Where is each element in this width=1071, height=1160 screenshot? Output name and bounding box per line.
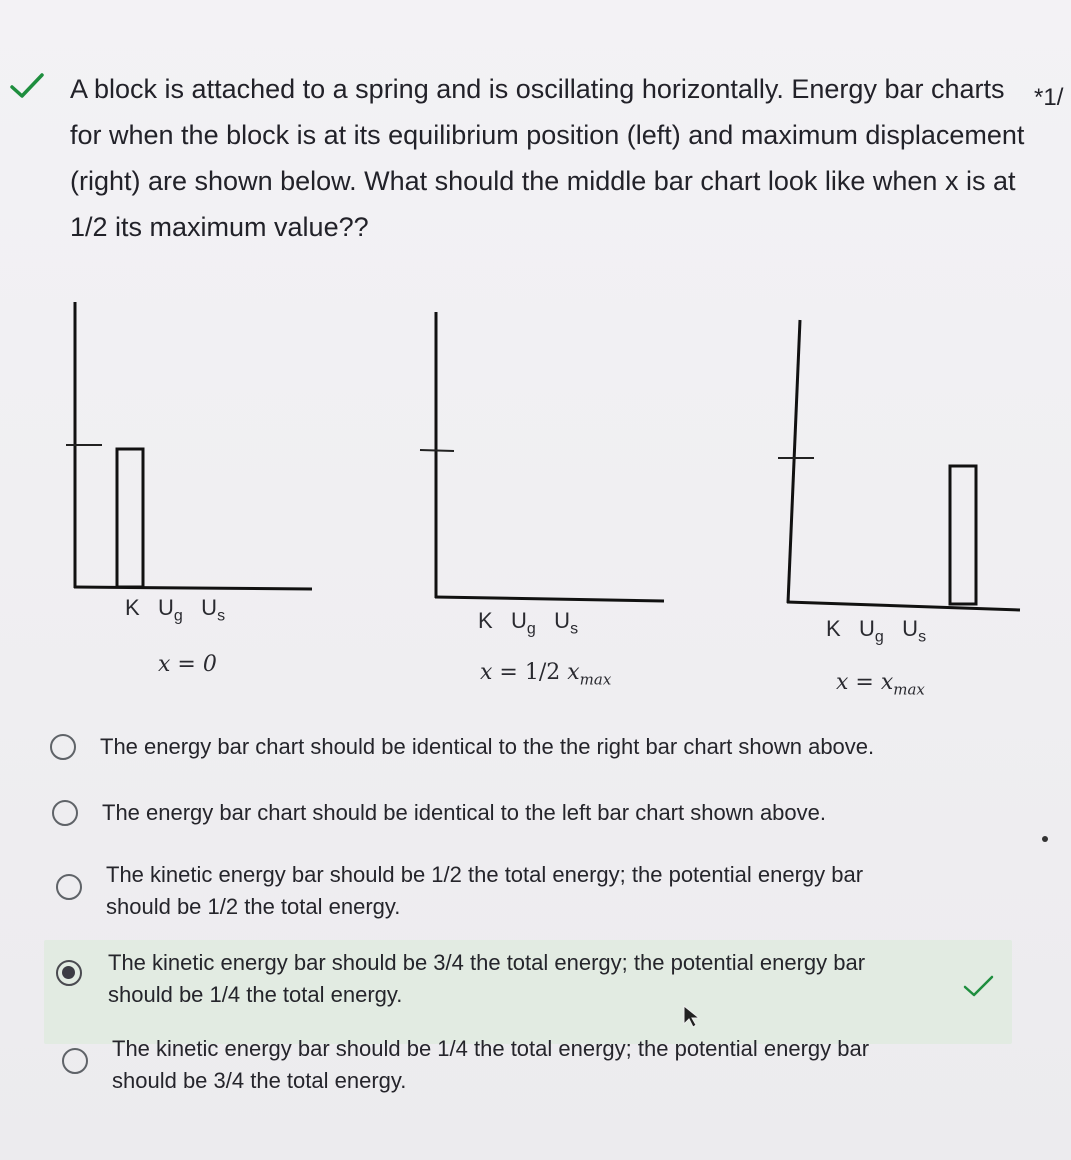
bar-label-k: K [826,616,841,641]
bar-k-chart-1 [117,449,143,587]
right-chart-x-axis [787,602,1020,610]
energy-bar-charts [0,290,1071,710]
radio-button[interactable] [62,1048,88,1074]
left-chart-x-axis [74,587,312,589]
left-chart-position-label: x = 0 [158,652,217,677]
middle-chart-x-axis [435,597,664,601]
pos-sub: max [579,670,612,689]
bar-label-k: K [125,595,140,620]
radio-button-selected[interactable] [56,960,82,986]
option-2[interactable] [0,798,1071,838]
pos-frac: 1/2 [524,660,561,685]
radio-button[interactable] [52,800,78,826]
bar-label-ug: U [511,608,527,633]
bar-label-us: U [902,616,919,641]
bar-label-us: U [201,595,218,620]
option-1[interactable] [0,732,1071,772]
pos-prefix: x = x [836,670,894,695]
option-4[interactable] [0,948,1071,1014]
option-label-line2: should be 3/4 the total energy. [112,1068,407,1093]
option-5[interactable] [0,1034,1071,1100]
bar-label-ug: U [859,616,875,641]
right-chart-bar-labels [826,616,926,646]
pos-sub: max [893,680,925,699]
option-3[interactable] [0,860,1071,926]
option-label: The energy bar chart should be identical to the the right bar chart shown above. [100,734,875,759]
option-label-line1: The kinetic energy bar should be 1/4 the total energy; the potential energy bar [112,1036,870,1061]
check-icon [10,72,44,100]
option-label-line2: should be 1/4 the total energy. [108,982,403,1007]
bar-label-us-sub: s [217,607,226,625]
radio-button[interactable] [50,734,76,760]
mouse-cursor-icon [682,1004,704,1030]
correct-check-icon [962,972,996,1000]
middle-chart-tick [420,450,454,451]
points-label: *1/ [1034,84,1064,111]
bar-label-ug: U [158,595,174,620]
bar-label-us-sub: s [918,628,927,646]
pos-x: x [567,660,580,685]
bar-label-ug-sub: g [526,620,536,638]
bar-label-k: K [478,608,493,633]
middle-chart-bar-labels [478,608,578,638]
option-label-line2: should be 1/2 the total energy. [106,894,401,919]
pos-prefix: x = [480,660,525,685]
radio-button[interactable] [56,874,82,900]
question-text: A block is attached to a spring and is oscillating horizontally. Energy bar charts for when the block is at its equilibrium position (left) and maximum displacement (right) are shown below. What should the middle bar chart look like when x is at 1/2 its maximum value?? [70,74,1025,242]
right-chart-position-label [836,670,925,698]
bar-label-us: U [554,608,571,633]
option-label-line1: The kinetic energy bar should be 3/4 the total energy; the potential energy bar [108,950,866,975]
middle-chart-position-label [480,660,611,688]
option-label: The energy bar chart should be identical to the left bar chart shown above. [102,800,826,825]
bar-label-ug-sub: g [874,628,884,646]
charts-svg [0,290,1071,710]
bar-label-ug-sub: g [173,607,183,625]
option-label-line1: The kinetic energy bar should be 1/2 the total energy; the potential energy bar [106,862,864,887]
bar-label-us-sub: s [570,620,579,638]
left-chart-bar-labels [125,595,225,625]
right-chart-y-axis [788,320,800,603]
dot-icon [1042,836,1048,842]
bar-us-chart-3 [950,466,976,604]
